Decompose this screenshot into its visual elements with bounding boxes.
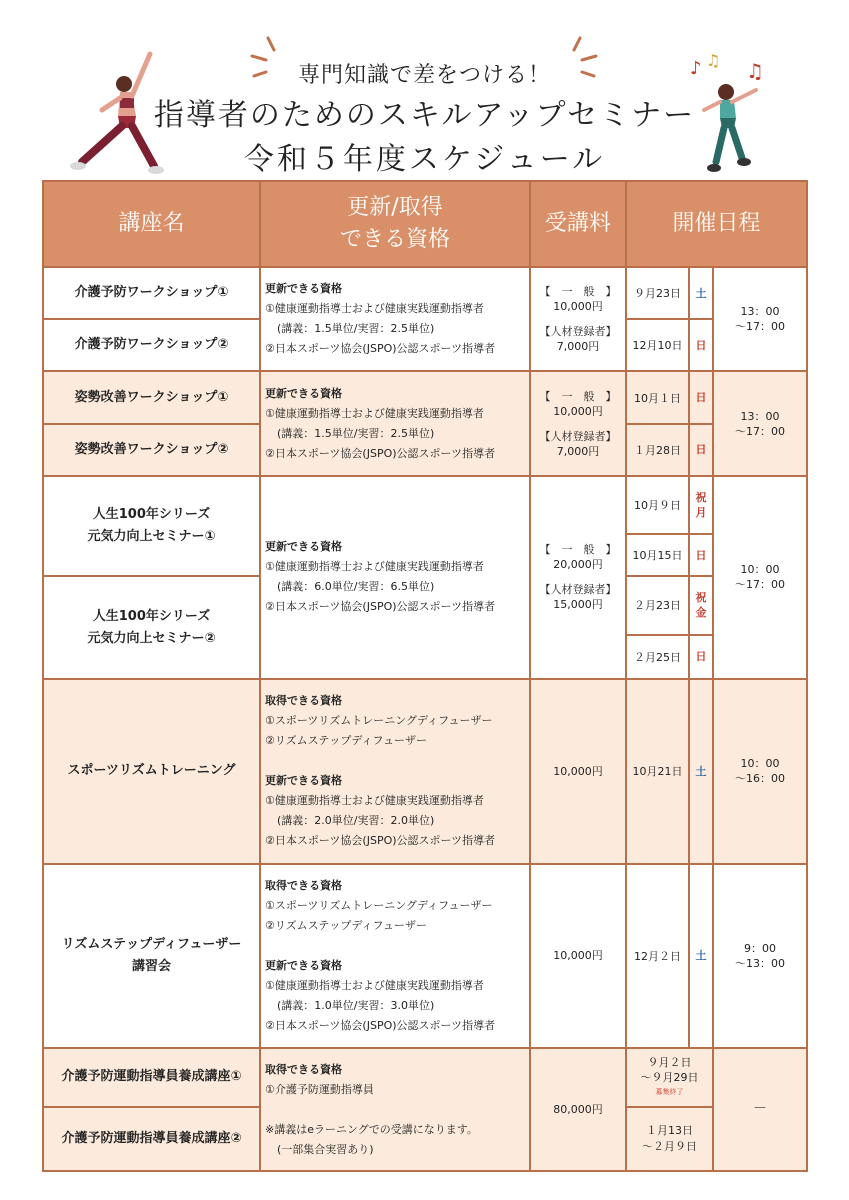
qualification-cell xyxy=(260,1048,530,1171)
date-end: ～２月９日 xyxy=(642,1139,697,1153)
date-cell: 10月21日 xyxy=(626,679,689,864)
date-start: １月13日 xyxy=(646,1123,693,1137)
qual-item: ①健康運動指導士および健康実践運動指導者 xyxy=(265,302,484,316)
header-qualification-line1: 更新/取得 xyxy=(347,195,443,220)
qual-heading: 更新できる資格 xyxy=(265,774,342,788)
weekday-cell: 日 xyxy=(689,319,713,371)
table-header-row xyxy=(43,181,807,267)
fee-label: 【 一 般 】 xyxy=(539,285,617,299)
qual-note: ※講義はeラーニングでの受講になります。 xyxy=(265,1122,478,1136)
qual-heading: 取得できる資格 xyxy=(265,878,342,892)
svg-text:♫: ♫ xyxy=(706,51,721,70)
time-end: ～16：00 xyxy=(735,772,785,786)
header-course-name: 講座名 xyxy=(43,181,260,267)
header-fee: 受講料 xyxy=(530,181,626,267)
qual-item: ①スポーツリズムトレーニングディフューザー xyxy=(265,714,493,728)
course-name-line: 元気力向上セミナー② xyxy=(87,630,216,646)
course-name-line: 人生100年シリーズ xyxy=(92,608,211,624)
weekday-cell: 日 xyxy=(689,371,713,423)
course-name: スポーツリズムトレーニング xyxy=(43,679,260,864)
time-cell: － xyxy=(713,1048,807,1171)
date-cell: 10月１日 xyxy=(626,371,689,423)
weekday-cell: 日 xyxy=(689,424,713,476)
course-name: 姿勢改善ワークショップ① xyxy=(43,371,260,423)
page-tagline: 専門知識で差をつける！ xyxy=(297,63,551,88)
date-start: ９月２日 xyxy=(647,1055,692,1069)
qualification-cell xyxy=(260,371,530,475)
recruitment-closed-note: 募集終了 xyxy=(655,1087,684,1096)
weekday-cell: 土 xyxy=(689,267,713,319)
weekday-cell: 日 xyxy=(689,534,713,576)
qual-heading: 取得できる資格 xyxy=(265,694,342,708)
date-cell: 10月９日 xyxy=(626,476,689,534)
fee-value: 7,000円 xyxy=(556,444,600,458)
qual-item: ②日本スポーツ協会(JSPO)公認スポーツ指導者 xyxy=(265,342,496,356)
qual-heading: 更新できる資格 xyxy=(265,958,342,972)
course-name: 介護予防運動指導員養成講座② xyxy=(43,1107,260,1171)
qual-item: ②日本スポーツ協会(JSPO)公認スポーツ指導者 xyxy=(265,446,496,460)
qual-item: ①スポーツリズムトレーニングディフューザー xyxy=(265,898,493,912)
qualification-cell xyxy=(260,864,530,1049)
qual-heading: 更新できる資格 xyxy=(265,386,342,400)
course-name: 介護予防ワークショップ① xyxy=(43,267,260,319)
fee-label: 【人材登録者】 xyxy=(539,429,617,443)
page-subtitle: 令和５年度スケジュール xyxy=(243,142,606,177)
date-cell: ９月23日 xyxy=(626,267,689,319)
date-cell xyxy=(626,1048,713,1106)
fee-label: 【人材登録者】 xyxy=(539,325,617,339)
qual-item: ②日本スポーツ協会(JSPO)公認スポーツ指導者 xyxy=(265,834,496,848)
qual-item: ②リズムステップディフューザー xyxy=(265,734,427,748)
weekday-holiday: 祝 xyxy=(695,491,707,504)
date-end: ～９月29日 xyxy=(640,1070,699,1084)
time-start: 13：00 xyxy=(740,305,780,319)
course-name-line: リズムステップディフューザー xyxy=(61,936,242,952)
fee-cell: 10,000円 xyxy=(530,679,626,864)
weekday-cell xyxy=(689,576,713,634)
fee-value: 7,000円 xyxy=(556,340,600,354)
qual-units: (講義：1.5単位/実習：2.5単位) xyxy=(277,322,435,336)
table-row xyxy=(43,1048,807,1106)
page-title: 指導者のためのスキルアップセミナー xyxy=(153,98,696,133)
fee-value: 10,000円 xyxy=(553,300,603,314)
date-cell: 12月10日 xyxy=(626,319,689,371)
header-qualification-line2: できる資格 xyxy=(339,227,450,252)
time-cell xyxy=(713,371,807,475)
qual-item: ②リズムステップディフューザー xyxy=(265,918,427,932)
date-cell: 12月２日 xyxy=(626,864,689,1049)
course-name-line: 講習会 xyxy=(131,958,171,974)
table-row xyxy=(43,864,807,1049)
course-name xyxy=(43,476,260,576)
table-row xyxy=(43,267,807,319)
time-start: 10：00 xyxy=(740,757,780,771)
course-name xyxy=(43,576,260,678)
time-start: 10：00 xyxy=(740,563,780,577)
time-end: ～17：00 xyxy=(735,320,785,334)
weekday-cell: 土 xyxy=(689,864,713,1049)
table-row xyxy=(43,371,807,423)
date-cell: ２月25日 xyxy=(626,635,689,679)
qualification-cell xyxy=(260,679,530,864)
qual-item: ②日本スポーツ協会(JSPO)公認スポーツ指導者 xyxy=(265,1018,496,1032)
weekday-cell xyxy=(689,476,713,534)
fee-value: 10,000円 xyxy=(553,404,603,418)
qual-item: ①健康運動指導士および健康実践運動指導者 xyxy=(265,794,484,808)
qual-item: ①健康運動指導士および健康実践運動指導者 xyxy=(265,560,484,574)
course-name: 介護予防運動指導員養成講座① xyxy=(43,1048,260,1106)
weekday-day: 金 xyxy=(695,606,707,620)
qual-units: (講義：1.0単位/実習：3.0単位) xyxy=(277,998,435,1012)
weekday-holiday: 祝 xyxy=(695,591,707,605)
qual-item: ①健康運動指導士および健康実践運動指導者 xyxy=(265,406,484,420)
qual-item: ①介護予防運動指導員 xyxy=(265,1082,374,1096)
date-cell: １月28日 xyxy=(626,424,689,476)
course-name: 姿勢改善ワークショップ② xyxy=(43,424,260,476)
date-cell: 10月15日 xyxy=(626,534,689,576)
qualification-cell xyxy=(260,267,530,371)
fee-value: 15,000円 xyxy=(553,598,603,612)
course-name: 介護予防ワークショップ② xyxy=(43,319,260,371)
qual-note: (一部集合実習あり) xyxy=(277,1142,374,1156)
qualification-cell xyxy=(260,476,530,679)
weekday-day: 月 xyxy=(695,506,707,519)
table-row xyxy=(43,476,807,534)
time-end: ～17：00 xyxy=(735,424,785,438)
time-end: ～13：00 xyxy=(735,956,785,970)
fee-cell xyxy=(530,476,626,679)
header-schedule: 開催日程 xyxy=(626,181,807,267)
header-qualification xyxy=(260,181,530,267)
schedule-table xyxy=(42,180,808,1172)
svg-text:♪: ♪ xyxy=(690,58,702,79)
time-cell xyxy=(713,476,807,679)
qual-heading: 取得できる資格 xyxy=(265,1062,342,1076)
time-start: 13：00 xyxy=(740,409,780,423)
time-cell xyxy=(713,679,807,864)
qual-units: (講義：1.5単位/実習：2.5単位) xyxy=(277,426,435,440)
fee-label: 【 一 般 】 xyxy=(539,389,617,403)
table-row xyxy=(43,679,807,864)
fee-cell: 10,000円 xyxy=(530,864,626,1049)
qual-heading: 更新できる資格 xyxy=(265,282,342,296)
fee-cell xyxy=(530,267,626,371)
time-cell xyxy=(713,864,807,1049)
course-name-line: 人生100年シリーズ xyxy=(92,507,211,523)
qual-units: (講義：2.0単位/実習：2.0単位) xyxy=(277,814,435,828)
course-name-line: 元気力向上セミナー① xyxy=(87,529,216,545)
time-start: 9：00 xyxy=(744,941,776,955)
fee-value: 20,000円 xyxy=(553,558,603,572)
fee-cell xyxy=(530,371,626,475)
qual-heading: 更新できる資格 xyxy=(265,540,342,554)
weekday-cell: 土 xyxy=(689,679,713,864)
page-header xyxy=(0,0,849,180)
weekday-cell: 日 xyxy=(689,635,713,679)
qual-item: ①健康運動指導士および健康実践運動指導者 xyxy=(265,978,484,992)
qual-item: ②日本スポーツ協会(JSPO)公認スポーツ指導者 xyxy=(265,600,496,614)
date-cell xyxy=(626,1107,713,1171)
svg-text:♫: ♫ xyxy=(746,59,764,83)
time-cell xyxy=(713,267,807,371)
fee-label: 【人材登録者】 xyxy=(539,583,617,597)
course-name xyxy=(43,864,260,1049)
time-end: ～17：00 xyxy=(735,578,785,592)
qual-units: (講義：6.0単位/実習：6.5単位) xyxy=(277,580,435,594)
date-cell: ２月23日 xyxy=(626,576,689,634)
fee-label: 【 一 般 】 xyxy=(539,543,617,557)
fee-cell: 80,000円 xyxy=(530,1048,626,1171)
